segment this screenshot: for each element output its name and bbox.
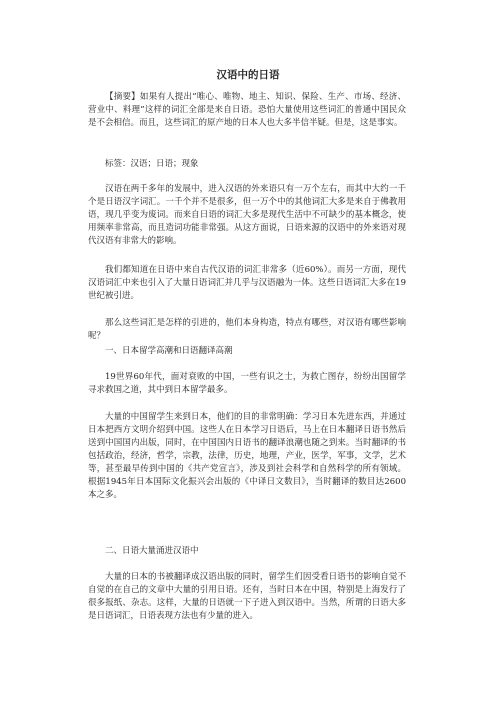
section-heading: 一、日本留学高潮和日语翻译高潮 — [105, 346, 233, 356]
body-paragraph: 19世界60年代，面对衰败的中国，一些有识之士，为救亡图存，纷纷出国留学寻求救国之道，其中到日本留学最多。 — [88, 372, 406, 395]
body-paragraph: 我们都知道在日语中来自古代汉语的词汇非常多（近60%）。而另一方面，现代汉语词汇中来也引入了大量日语词汇并几乎与汉语融为一体。这些日语词汇大多在19世纪被引进。 — [88, 265, 406, 301]
section-heading: 二、日语大量涌进汉语中 — [105, 546, 199, 556]
keywords-paragraph: 标签：汉语；日语；现象 — [105, 159, 199, 169]
body-paragraph: 汉语在两千多年的发展中，进入汉语的外来语只有一万个左右，而其中大约一千个是日语汉字词汇。一千个并不是很多，但一万个中的其他词汇大多是来自于佛教用语，现几乎变为废词。而来自日语的词汇大多是现代生活中不可缺少的基本概念，使用频率非常高，而且造词功能非常强。从这方面说，日语来源的汉语中的外来语对现代汉语有非常大的影响。 — [88, 184, 406, 246]
body-paragraph: 那么这些词汇是怎样的引进的，他们本身构造，特点有哪些，对汉语有哪些影响呢？ — [88, 318, 406, 341]
body-paragraph: 大量的中国留学生来到日本，他们的目的非常明确：学习日本先进东西，并通过日本把西方文明介绍到中国。这些人在日本学习日语后，马上在日本翻译日语书然后送到中国国内出版，同时，在中国国内日语书的翻译浪潮也随之到来。当时翻译的书包括政治，经济，哲学，宗教，法律，历史，地理，产业，医学，军事，文学，艺术等，甚至最早传到中国的《共产党宣言》，涉及到社会科学和自然科学的所有领域。根据1945年日本国际文化振兴会出版的《中译日文数目》，当时翻译的数目达2600本之多。 — [88, 412, 406, 500]
abstract-paragraph: 【摘要】如果有人提出”唯心、唯物、地主、知识、保险、生产、市场、经济、营业中、料理”这样的词汇全部是来自日语。恐怕大量使用这些词汇的普通中国民众是不会相信。而且，这些词汇的原产地的日本人也大多半信半疑。但是，这是事实。 — [88, 92, 406, 128]
body-paragraph: 大量的日本的书被翻译成汉语出版的同时，留学生们因受看日语书的影响自觉不自觉的在自己的文章中大量的引用日语。还有，当时日本在中国，特别是上海发行了很多报纸、杂志。这样，大量的日语就一下子进入到汉语中。当然，所谓的日语大多是日语词汇，日语表现方法也有少量的进入。 — [88, 572, 406, 621]
page-title: 汉语中的日语 — [216, 69, 280, 81]
